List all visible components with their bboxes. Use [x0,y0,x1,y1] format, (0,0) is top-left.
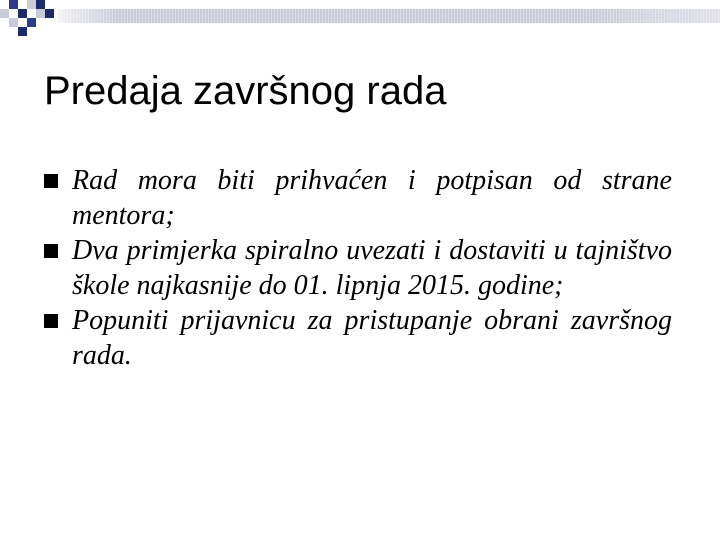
bullet-text: Dva primjerka spiralno uvezati i dostaviti u tajništvo škole najkasnije do 01. lipnja 2015. godine; [72,235,672,301]
bullet-list [44,163,672,373]
slide-title: Predaja završnog rada [44,69,447,113]
square-bullet-icon [44,174,58,188]
bullet-item [44,303,672,373]
square-bullet-icon [44,314,58,328]
bullet-item [44,233,672,303]
decorative-squares-icon [0,0,60,45]
bullet-item [44,163,672,233]
bullet-text: Rad mora biti prihvaćen i potpisan od strane mentora; [72,165,672,231]
bullet-text: Popuniti prijavnicu za pristupanje obrani završnog rada. [72,305,672,371]
square-bullet-icon [44,244,58,258]
decorative-header-bar-pattern [58,9,720,23]
